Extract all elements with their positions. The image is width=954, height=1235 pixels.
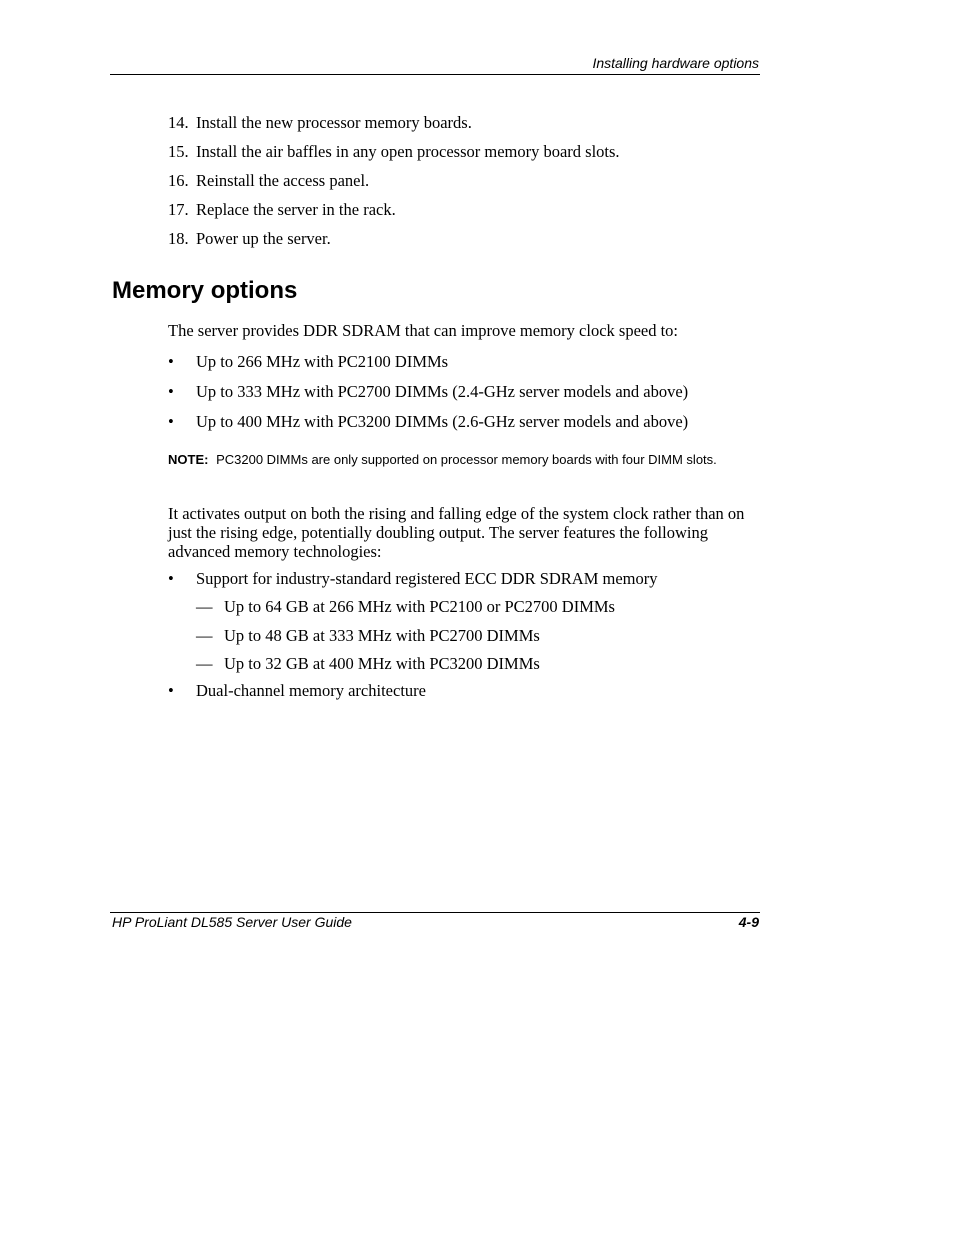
step-text: Reinstall the access panel. — [196, 171, 370, 190]
bullet-marker: • — [168, 569, 174, 588]
dash-marker: — — [196, 626, 213, 645]
sub-item — [168, 596, 768, 625]
dash-marker: — — [196, 654, 213, 673]
step-text: Install the new processor memory boards. — [196, 113, 472, 132]
step-number: 14. — [168, 113, 189, 132]
step-item — [168, 141, 768, 170]
step-item — [168, 170, 768, 199]
footer-rule — [110, 912, 760, 913]
step-number: 18. — [168, 229, 189, 248]
footer-guide-title: HP ProLiant DL585 Server User Guide — [112, 914, 352, 930]
body-paragraph: It activates output on both the rising and falling edge of the system clock rather than on just the rising edge, potentially doubling output. The server features the following advanced memory technologies: — [168, 504, 745, 561]
sub-item — [168, 625, 768, 653]
note-text: PC3200 DIMMs are only supported on processor memory boards with four DIMM slots. — [216, 452, 717, 467]
tech-bullet — [168, 680, 768, 708]
note-label: NOTE: — [168, 452, 209, 467]
step-list — [168, 112, 768, 257]
step-number: 15. — [168, 142, 189, 161]
sub-item-text: Up to 32 GB at 400 MHz with PC3200 DIMMs — [224, 654, 540, 673]
header-rule — [110, 74, 760, 75]
step-text: Replace the server in the rack. — [196, 200, 396, 219]
step-number: 16. — [168, 171, 189, 190]
speed-bullet — [168, 351, 768, 381]
sub-item-text: Up to 48 GB at 333 MHz with PC2700 DIMMs — [224, 626, 540, 645]
speed-bullet-list — [168, 351, 768, 441]
speed-bullet — [168, 381, 768, 411]
sub-item-text: Up to 64 GB at 266 MHz with PC2100 or PC2700 DIMMs — [224, 597, 615, 616]
step-item — [168, 112, 768, 141]
bullet-marker: • — [168, 352, 174, 371]
speed-bullet-text: Up to 333 MHz with PC2700 DIMMs (2.4-GHz server models and above) — [196, 382, 689, 401]
bullet-marker: • — [168, 681, 174, 700]
note-block — [168, 452, 738, 468]
sub-item — [168, 653, 768, 680]
speed-bullet — [168, 411, 768, 441]
tech-bullet-list — [168, 568, 768, 708]
speed-bullet-text: Up to 400 MHz with PC3200 DIMMs (2.6-GHz server models and above) — [196, 412, 689, 431]
step-text: Power up the server. — [196, 229, 331, 248]
intro-paragraph: The server provides DDR SDRAM that can improve memory clock speed to: — [168, 321, 679, 340]
step-text: Install the air baffles in any open processor memory board slots. — [196, 142, 620, 161]
dash-marker: — — [196, 597, 213, 616]
footer-page-number: 4-9 — [738, 914, 759, 930]
speed-bullet-text: Up to 266 MHz with PC2100 DIMMs — [196, 352, 449, 371]
tech-bullet-text: Support for industry-standard registered ECC DDR SDRAM memory — [196, 569, 658, 588]
step-item — [168, 228, 768, 257]
running-header: Installing hardware options — [592, 55, 759, 71]
section-title: Memory options — [112, 277, 298, 304]
tech-bullet — [168, 568, 768, 596]
bullet-marker: • — [168, 412, 174, 431]
tech-bullet-text: Dual-channel memory architecture — [196, 681, 426, 700]
bullet-marker: • — [168, 382, 174, 401]
step-number: 17. — [168, 200, 189, 219]
step-item — [168, 199, 768, 228]
